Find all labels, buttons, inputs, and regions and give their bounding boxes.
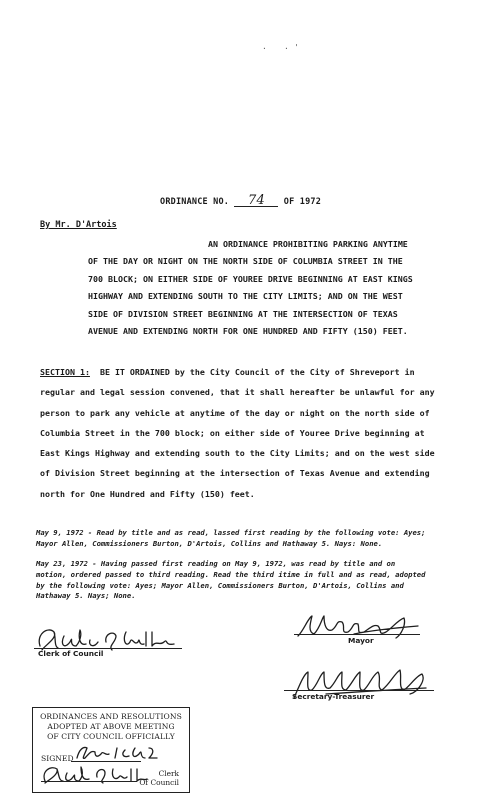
stamp-clerk-line2: Of Council: [139, 778, 179, 787]
caption-line: HIGHWAY AND EXTENDING SOUTH TO THE CITY LIMITS; AND ON THE WEST: [88, 291, 403, 302]
stamp-signed-label: SIGNED: [41, 754, 74, 763]
stamp-date-handwriting: [73, 744, 163, 762]
secretary-signature-line: [284, 690, 434, 691]
section-line: regular and legal session convened, that it shall hereafter be unlawful for any: [40, 387, 435, 398]
stamp-clerk-line1: Clerk: [158, 769, 179, 778]
caption-line: AVENUE AND EXTENDING NORTH FOR ONE HUNDRED AND FIFTY (150) FEET.: [88, 326, 408, 337]
sponsor-line: [40, 220, 117, 230]
stamp-clerk-caption: [139, 769, 179, 787]
stamp-date-line: [71, 761, 141, 762]
section-text: BE IT ORDAINED by the City Council of the City of Shreveport in: [99, 367, 415, 377]
adoption-stamp: [32, 707, 190, 793]
ordinance-number: 74: [234, 196, 278, 207]
stamp-clerk-line: [41, 781, 137, 782]
section-line: East Kings Highway and extending south to the City Limits; and on the west side: [40, 448, 435, 459]
ordinance-caption: [88, 236, 448, 340]
minutes-line: Mayor Allen, Commissioners Burton, D'Artois, Collins and Hathaway 5. Nays: None.: [36, 538, 383, 548]
section-1: [40, 362, 460, 504]
scan-speck: ': [294, 43, 299, 52]
minutes-line: motion, ordered passed to third reading. Read the third itime in full and as read, adopted: [36, 569, 426, 579]
minutes-line: Hathaway 5. Nays; None.: [36, 591, 136, 601]
final-reading-minutes: [36, 559, 476, 602]
ordinance-title: [160, 193, 322, 208]
first-reading-minutes: [36, 528, 476, 550]
section-line: of Division Street beginning at the intersection of Texas Avenue and extending: [40, 468, 430, 479]
section-line: person to park any vehicle at anytime of the day or night on the north side of: [40, 407, 430, 418]
scan-speck: ·: [284, 44, 289, 53]
scan-speck: ·: [262, 44, 267, 53]
clerk-caption: Clerk of Council: [38, 649, 104, 658]
ordinance-year: OF 1972: [283, 197, 322, 207]
section-label: SECTION 1:: [40, 367, 90, 377]
caption-line: SIDE OF DIVISION STREET BEGINNING AT THE INTERSECTION OF TEXAS: [88, 308, 398, 319]
section-line: [40, 362, 460, 382]
minutes-line: May 23, 1972 - Having passed first reading on May 9, 1972, was read by title and on: [36, 559, 396, 568]
mayor-signature-line: [294, 634, 420, 635]
secretary-caption: Secretary-Treasurer: [292, 692, 375, 701]
sponsor-name: By Mr. D'Artois: [40, 220, 117, 230]
stamp-line: OF CITY COUNCIL OFFICIALLY: [47, 732, 175, 741]
caption-line: 700 BLOCK; ON EITHER SIDE OF YOUREE DRIVE BEGINNING AT EAST KINGS: [88, 273, 413, 284]
minutes-line: May 9, 1972 - Read by title and as read, lassed first reading by the following vote: Ayes;: [36, 528, 426, 537]
stamp-line: ORDINANCES AND RESOLUTIONS: [40, 712, 182, 721]
caption-line: AN ORDINANCE PROHIBITING PARKING ANYTIME: [208, 239, 408, 249]
mayor-caption: Mayor: [348, 636, 374, 645]
section-line: Columbia Street in the 700 block; on either side of Youree Drive beginning at: [40, 427, 425, 438]
minutes-line: by the following vote: Ayes; Mayor Allen, Commissioners Burton, D'Artois, Collins and: [36, 580, 404, 590]
section-line: north for One Hundred and Fifty (150) feet.: [40, 488, 255, 499]
ordinance-title-prefix: ORDINANCE NO.: [160, 197, 230, 207]
caption-line: OF THE DAY OR NIGHT ON THE NORTH SIDE OF COLUMBIA STREET IN THE: [88, 256, 403, 267]
stamp-line: ADOPTED AT ABOVE MEETING: [47, 722, 175, 731]
